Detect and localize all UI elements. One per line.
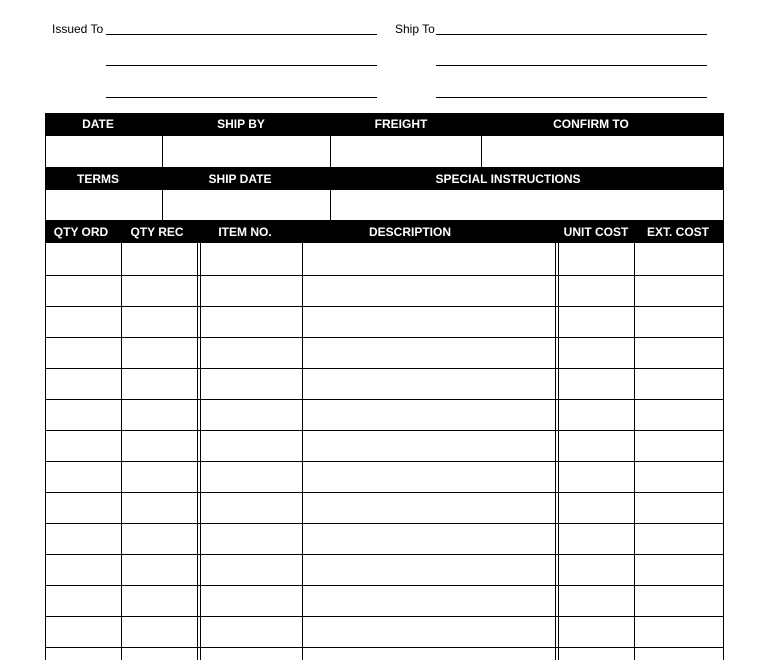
ship-date-header: SHIP DATE <box>208 172 272 186</box>
qty-rec-header: QTY REC <box>130 225 184 239</box>
table-cell[interactable] <box>201 245 302 275</box>
table-cell[interactable] <box>635 462 723 492</box>
ship-by-field[interactable] <box>163 136 330 167</box>
terms-header: TERMS <box>77 172 119 186</box>
table-cell[interactable] <box>46 369 121 399</box>
special-instructions-header: SPECIAL INSTRUCTIONS <box>435 172 581 186</box>
table-cell[interactable] <box>559 493 634 523</box>
table-cell[interactable] <box>635 245 723 275</box>
item-no-header: ITEM NO. <box>218 225 272 239</box>
special-instructions-field[interactable] <box>331 190 723 220</box>
table-cell[interactable] <box>201 524 302 554</box>
table-cell[interactable] <box>46 307 121 337</box>
table-cell[interactable] <box>46 617 121 647</box>
issued-to-line-1[interactable] <box>106 34 377 35</box>
table-cell[interactable] <box>122 617 197 647</box>
table-cell[interactable] <box>46 462 121 492</box>
table-cell[interactable] <box>46 555 121 585</box>
ext-cost-header: EXT. COST <box>646 225 710 239</box>
table-cell[interactable] <box>122 338 197 368</box>
table-cell[interactable] <box>559 555 634 585</box>
table-cell[interactable] <box>303 245 555 275</box>
items-header-bar <box>45 221 724 243</box>
ship-to-line-1[interactable] <box>436 34 707 35</box>
table-cell[interactable] <box>46 276 121 306</box>
table-cell[interactable] <box>559 276 634 306</box>
table-cell[interactable] <box>635 276 723 306</box>
ship-to-line-2[interactable] <box>436 65 707 66</box>
table-cell[interactable] <box>201 276 302 306</box>
table-cell[interactable] <box>201 462 302 492</box>
date-header: DATE <box>82 117 114 131</box>
table-cell[interactable] <box>635 493 723 523</box>
table-cell[interactable] <box>559 431 634 461</box>
table-cell[interactable] <box>201 338 302 368</box>
issued-to-line-3[interactable] <box>106 97 377 98</box>
issued-to-line-2[interactable] <box>106 65 377 66</box>
table-cell[interactable] <box>122 307 197 337</box>
table-cell[interactable] <box>122 245 197 275</box>
table-cell[interactable] <box>635 369 723 399</box>
freight-header: FREIGHT <box>374 117 428 131</box>
table-cell[interactable] <box>122 524 197 554</box>
confirm-to-header: CONFIRM TO <box>553 117 629 131</box>
ship-to-label: Ship To <box>395 22 435 36</box>
ship-to-line-3[interactable] <box>436 97 707 98</box>
table-cell[interactable] <box>635 617 723 647</box>
table-cell[interactable] <box>201 431 302 461</box>
table-cell[interactable] <box>122 369 197 399</box>
table-cell[interactable] <box>635 555 723 585</box>
table-cell[interactable] <box>635 586 723 616</box>
table-cell[interactable] <box>303 307 555 337</box>
table-cell[interactable] <box>122 431 197 461</box>
table-cell[interactable] <box>201 555 302 585</box>
table-cell[interactable] <box>559 524 634 554</box>
ship-date-field[interactable] <box>163 190 330 220</box>
table-cell[interactable] <box>122 462 197 492</box>
table-cell[interactable] <box>635 338 723 368</box>
table-cell[interactable] <box>122 400 197 430</box>
table-cell[interactable] <box>303 555 555 585</box>
table-cell[interactable] <box>303 493 555 523</box>
freight-field[interactable] <box>331 136 481 167</box>
table-cell[interactable] <box>46 338 121 368</box>
table-cell[interactable] <box>122 555 197 585</box>
confirm-to-field[interactable] <box>482 136 723 167</box>
table-cell[interactable] <box>559 369 634 399</box>
table-cell[interactable] <box>303 524 555 554</box>
table-cell[interactable] <box>303 462 555 492</box>
table-cell[interactable] <box>303 431 555 461</box>
table-cell[interactable] <box>46 493 121 523</box>
table-cell[interactable] <box>303 617 555 647</box>
terms-field[interactable] <box>46 190 161 220</box>
table-cell[interactable] <box>303 400 555 430</box>
table-cell[interactable] <box>303 369 555 399</box>
table-cell[interactable] <box>122 586 197 616</box>
table-cell[interactable] <box>46 245 121 275</box>
table-cell[interactable] <box>201 307 302 337</box>
table-cell[interactable] <box>303 586 555 616</box>
ship-by-header: SHIP BY <box>217 117 265 131</box>
unit-cost-header: UNIT COST <box>563 225 629 239</box>
table-cell[interactable] <box>201 586 302 616</box>
table-cell[interactable] <box>635 524 723 554</box>
table-cell[interactable] <box>201 617 302 647</box>
table-cell[interactable] <box>559 586 634 616</box>
table-cell[interactable] <box>303 276 555 306</box>
date-field[interactable] <box>46 136 161 167</box>
table-cell[interactable] <box>122 276 197 306</box>
table-row-divider <box>45 647 724 648</box>
issued-to-label: Issued To <box>52 22 104 36</box>
order-header-bar <box>45 113 724 135</box>
table-cell[interactable] <box>46 400 121 430</box>
table-cell[interactable] <box>635 307 723 337</box>
table-cell[interactable] <box>201 400 302 430</box>
table-cell[interactable] <box>559 617 634 647</box>
table-cell[interactable] <box>303 338 555 368</box>
table-cell[interactable] <box>122 493 197 523</box>
description-header: DESCRIPTION <box>368 225 452 239</box>
terms-header-bar <box>45 168 724 189</box>
table-cell[interactable] <box>559 338 634 368</box>
table-cell[interactable] <box>635 400 723 430</box>
qty-ord-header: QTY ORD <box>53 225 109 239</box>
table-cell[interactable] <box>46 431 121 461</box>
table-cell[interactable] <box>559 245 634 275</box>
table-cell[interactable] <box>201 369 302 399</box>
table-cell[interactable] <box>201 493 302 523</box>
table-cell[interactable] <box>46 586 121 616</box>
table-cell[interactable] <box>559 307 634 337</box>
table-cell[interactable] <box>559 400 634 430</box>
table-cell[interactable] <box>635 431 723 461</box>
table-cell[interactable] <box>46 524 121 554</box>
table-cell[interactable] <box>559 462 634 492</box>
